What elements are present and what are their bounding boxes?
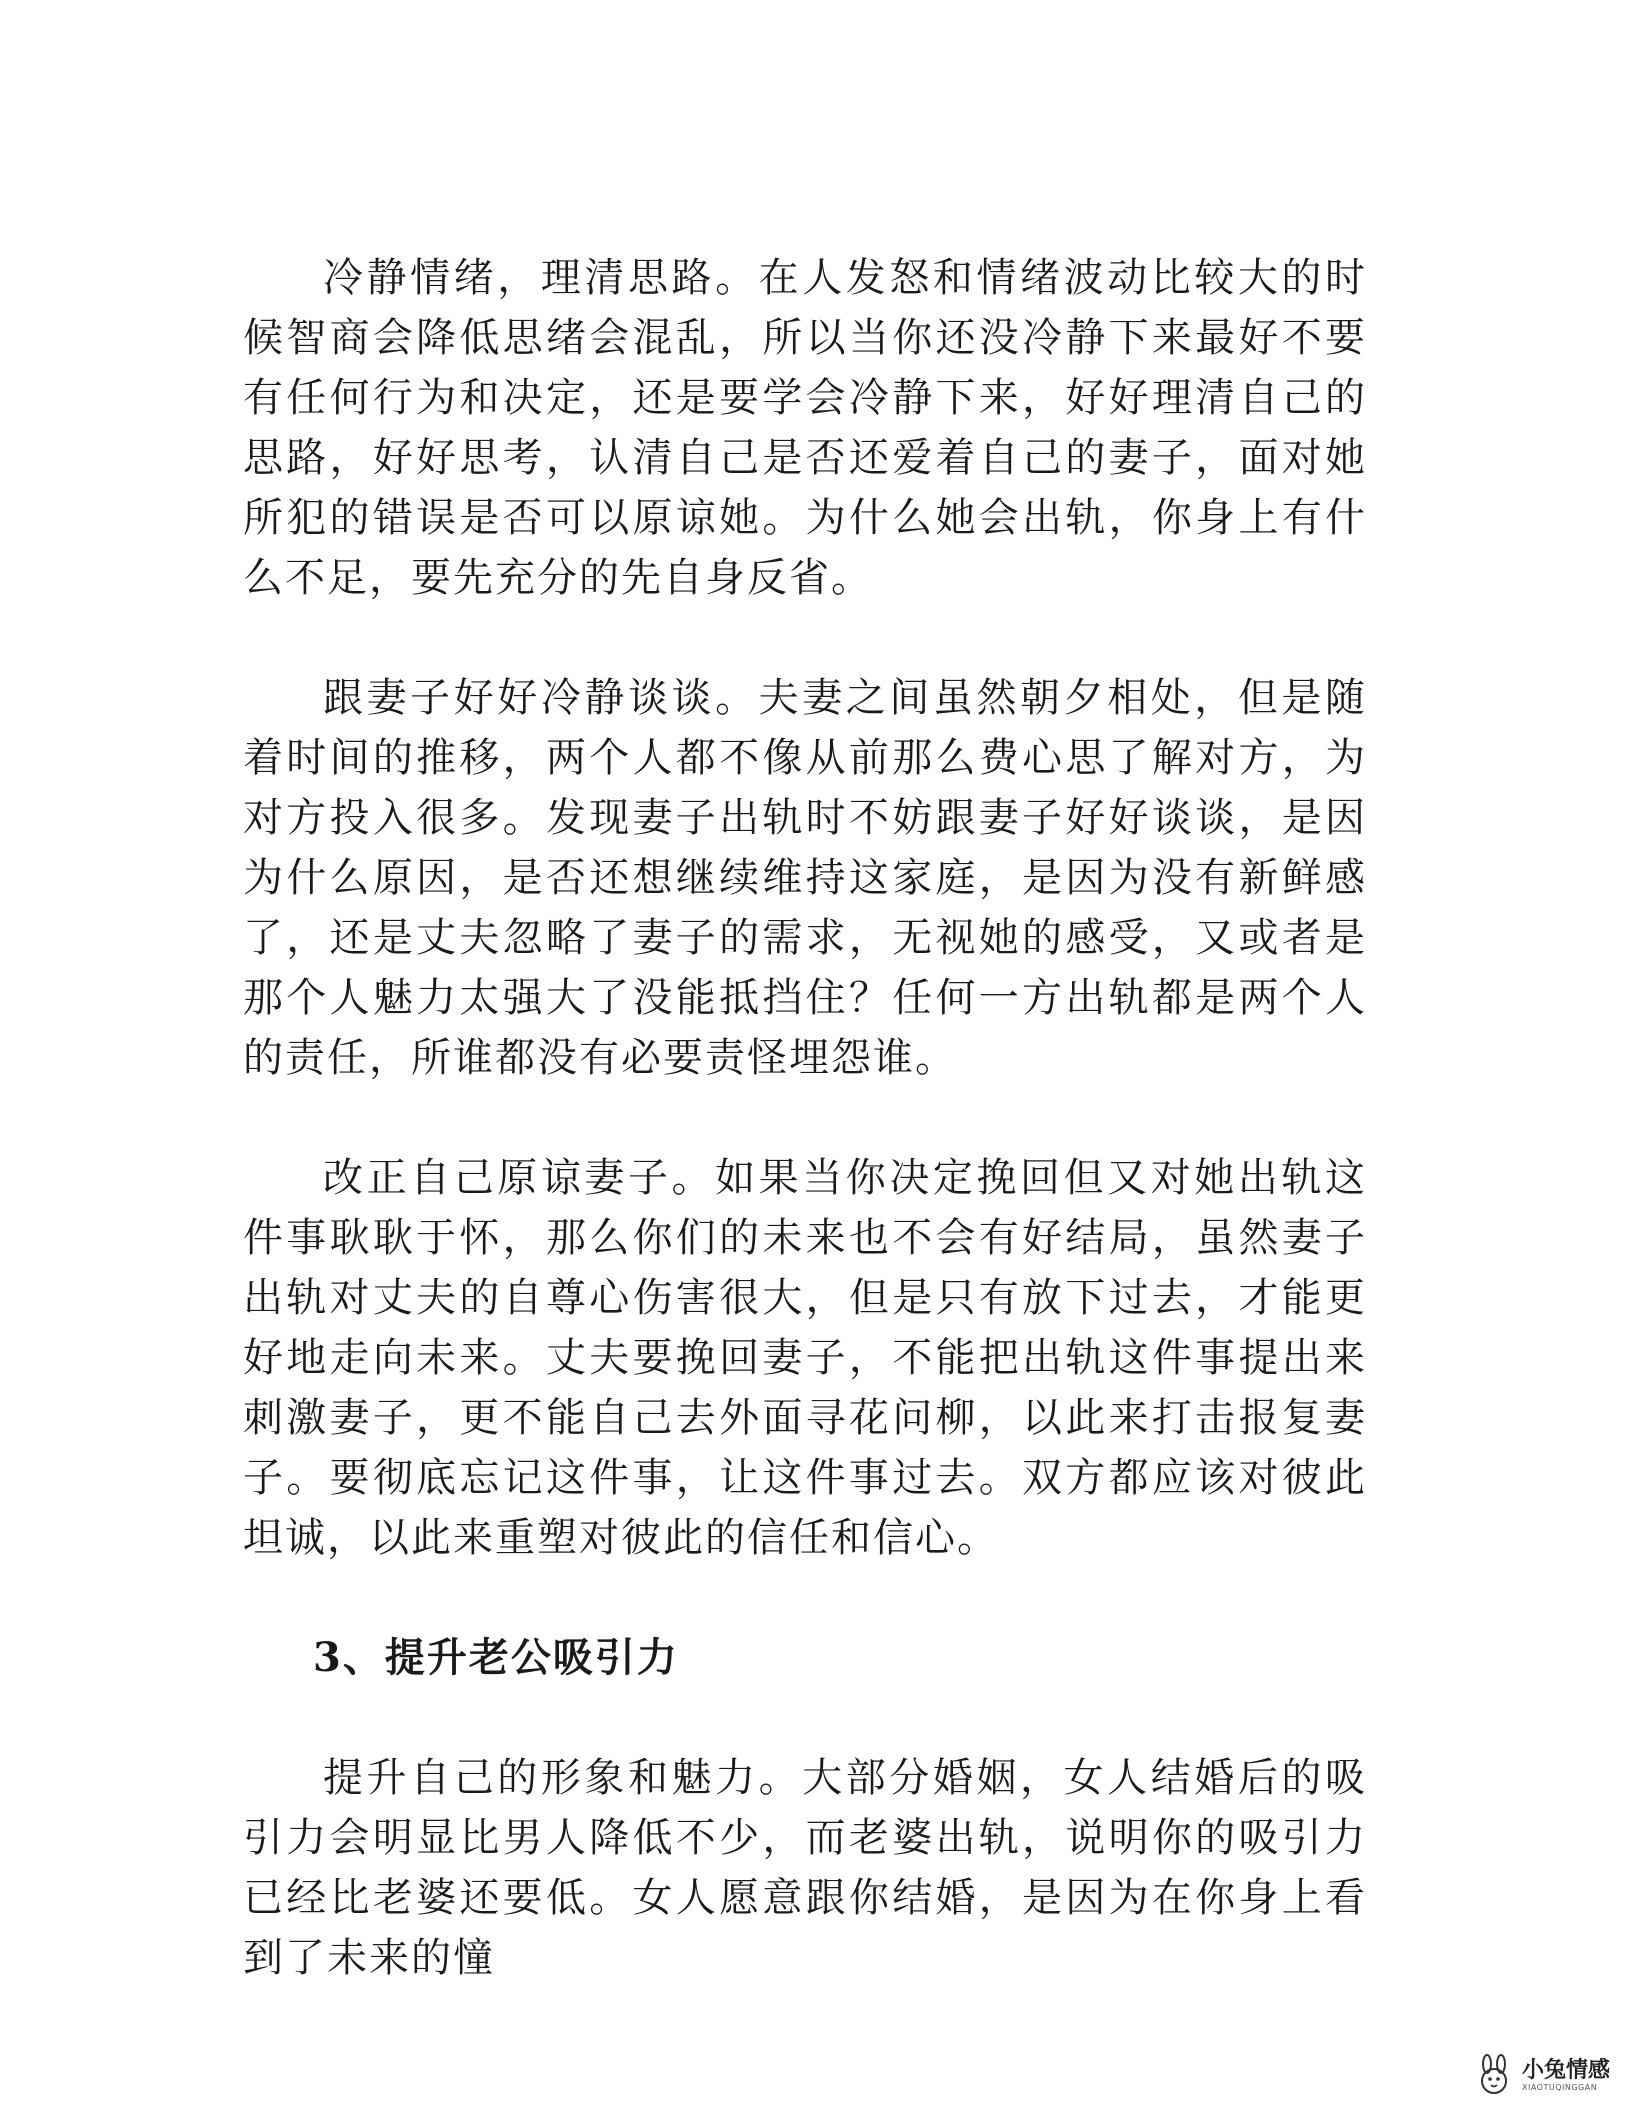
document-body bbox=[243, 248, 1367, 1988]
paragraph-spacer bbox=[243, 608, 1367, 668]
watermark-text bbox=[1522, 2059, 1610, 2093]
paragraph-spacer bbox=[243, 1568, 1367, 1628]
paragraph-spacer bbox=[243, 1088, 1367, 1148]
watermark-title: 小兔情感 bbox=[1521, 2058, 1610, 2083]
paragraph-calm-emotions: 冷静情绪，理清思路。在人发怒和情绪波动比较大的时候智商会降低思绪会混乱，所以当你还没冷静下来最好不要有任何行为和决定，还是要学会冷静下来，好好理清自己的思路，好好思考，认清自己是否还爱着自己的妻子，面对她所犯的错误是否可以原谅她。为什么她会出轨，你身上有什么不足，要先充分的先自身反省。 bbox=[243, 255, 1367, 601]
watermark bbox=[1472, 2054, 1610, 2098]
paragraph-forgive-wife: 改正自己原谅妻子。如果当你决定挽回但又对她出轨这件事耿耿于怀，那么你们的未来也不会有好结局，虽然妻子出轨对丈夫的自尊心伤害很大，但是只有放下过去，才能更好地走向未来。丈夫要挽回妻子，不能把出轨这件事提出来刺激妻子，更不能自己去外面寻花问柳，以此来打击报复妻子。要彻底忘记这件事，让这件事过去。双方都应该对彼此坦诚，以此来重塑对彼此的信任和信心。 bbox=[243, 1155, 1367, 1561]
paragraph-improve-image: 提升自己的形象和魅力。大部分婚姻，女人结婚后的吸引力会明显比男人降低不少，而老婆出轨，说明你的吸引力已经比老婆还要低。女人愿意跟你结婚，是因为在你身上看到了未来的憧 bbox=[243, 1755, 1367, 1981]
rabbit-logo-icon bbox=[1472, 2054, 1516, 2098]
watermark-subtitle: XIAOTUQINGGAN bbox=[1521, 2083, 1598, 2092]
section-heading: 3、提升老公吸引力 bbox=[313, 1634, 679, 1681]
paragraph-talk-with-wife: 跟妻子好好冷静谈谈。夫妻之间虽然朝夕相处，但是随着时间的推移，两个人都不像从前那么费心思了解对方，为对方投入很多。发现妻子出轨时不妨跟妻子好好谈谈，是因为什么原因，是否还想继续维持这家庭，是因为没有新鲜感了，还是丈夫忽略了妻子的需求，无视她的感受，又或者是那个人魅力太强大了没能抵挡住？任何一方出轨都是两个人的责任，所谁都没有必要责怪埋怨谁。 bbox=[243, 675, 1367, 1081]
paragraph-spacer bbox=[243, 1688, 1367, 1748]
